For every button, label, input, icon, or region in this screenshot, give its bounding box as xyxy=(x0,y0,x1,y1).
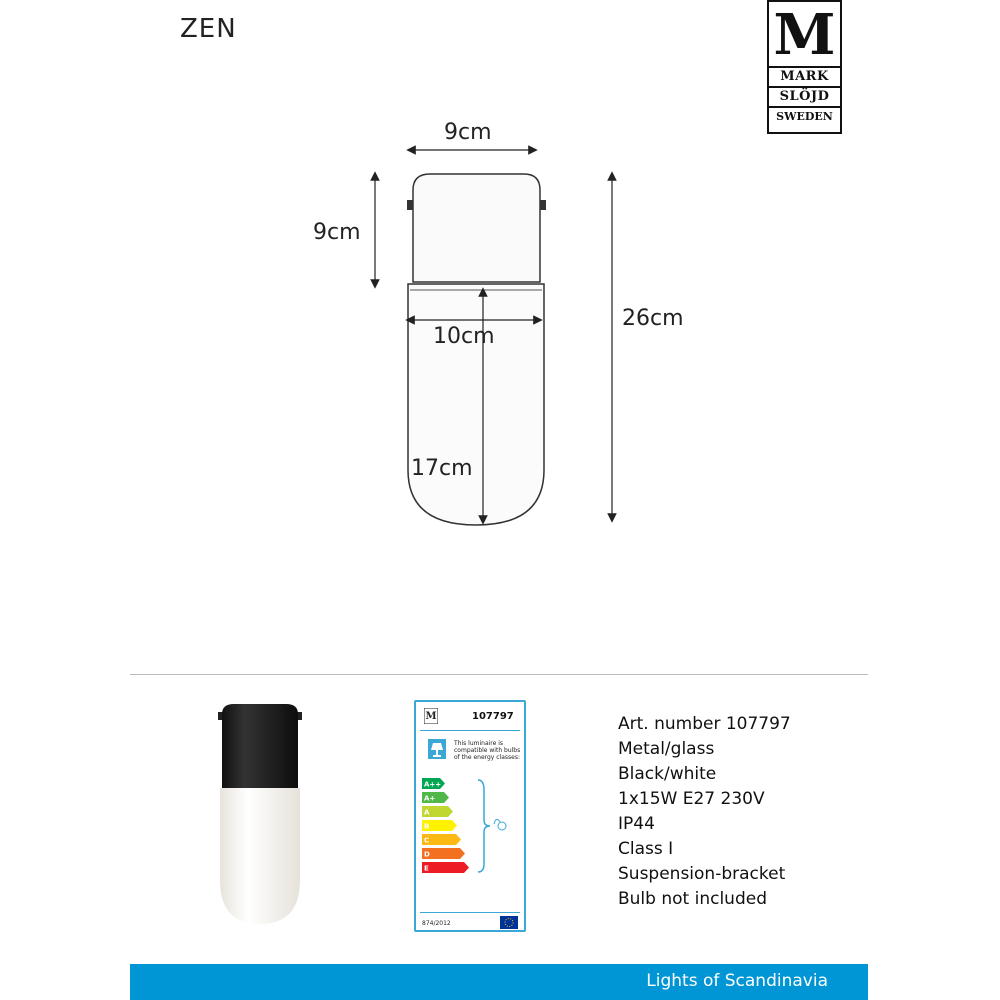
label-logo-icon xyxy=(424,708,438,724)
energy-class-label: A++ xyxy=(424,780,442,789)
spec-item: Art. number 107797 xyxy=(618,714,791,734)
energy-class-label: A+ xyxy=(424,794,436,803)
spec-item: Bulb not included xyxy=(618,889,767,909)
spec-item: Metal/glass xyxy=(618,739,715,759)
label-article-number: 107797 xyxy=(472,711,514,722)
energy-label xyxy=(414,700,526,932)
eu-flag-icon xyxy=(500,916,518,929)
dim-total-height: 26cm xyxy=(622,306,684,331)
spec-item: Class I xyxy=(618,839,674,859)
logo-letter: M xyxy=(773,2,836,68)
spec-item: 1x15W E27 230V xyxy=(618,789,765,809)
dim-glass-width: 10cm xyxy=(433,324,495,349)
bulb-icon xyxy=(494,819,506,830)
energy-class-label: E xyxy=(424,864,429,873)
spec-item: Black/white xyxy=(618,764,717,784)
spec-item: Suspension-bracket xyxy=(618,864,786,884)
energy-class-label: B xyxy=(424,822,430,831)
energy-class-label: D xyxy=(424,850,430,859)
label-regulation: 874/2012 xyxy=(422,920,451,927)
brand-logo xyxy=(767,0,842,134)
brace-icon xyxy=(478,780,490,872)
canopy-outline xyxy=(407,174,546,282)
product-photo xyxy=(210,700,310,930)
dim-canopy-height: 9cm xyxy=(313,220,361,245)
spec-item: IP44 xyxy=(618,814,655,834)
logo-line-2: SLÖJD xyxy=(769,86,840,106)
energy-class-scale xyxy=(420,776,524,880)
logo-line-1: MARK xyxy=(769,66,840,86)
energy-class-label: C xyxy=(424,836,430,845)
energy-class-label: A xyxy=(424,808,430,817)
dim-glass-height: 17cm xyxy=(411,456,473,481)
lamp-icon xyxy=(428,739,446,759)
energy-class-arrow xyxy=(422,862,469,873)
footer-bar xyxy=(130,964,868,1000)
label-rule xyxy=(420,730,520,731)
section-divider xyxy=(130,674,868,675)
dim-top-width: 9cm xyxy=(444,120,492,145)
page-title: ZEN xyxy=(180,14,237,44)
footer-tagline: Lights of Scandinavia xyxy=(646,971,828,991)
spec-list xyxy=(618,712,791,912)
svg-text:M: M xyxy=(425,711,437,722)
logo-line-3: SWEDEN xyxy=(769,106,840,126)
label-compat-text: This luminaire is compatible with bulbs of the energy classes: xyxy=(454,740,521,761)
label-bottom-rule xyxy=(420,912,520,913)
